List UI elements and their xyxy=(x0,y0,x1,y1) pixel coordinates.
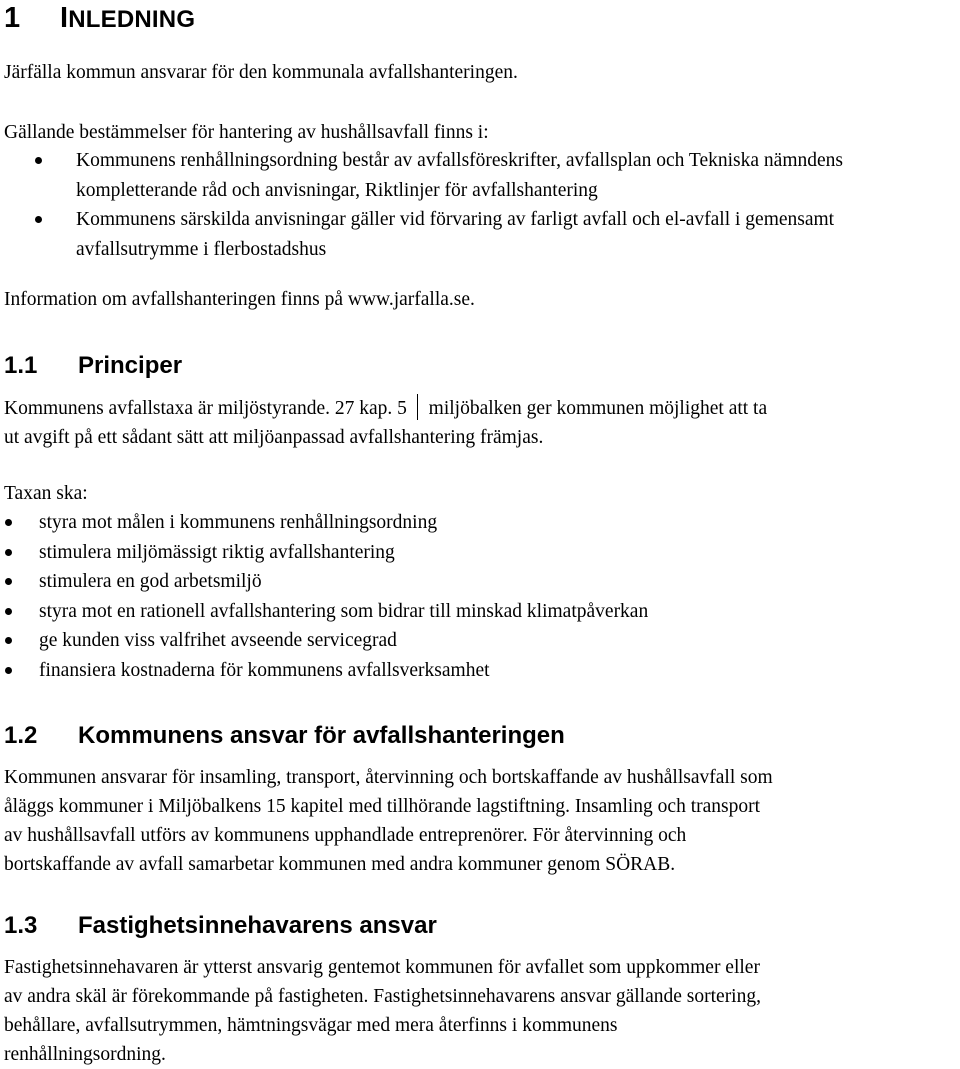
section-number: 1.2 xyxy=(4,722,38,749)
principles-paragraph: Kommunens avfallstaxa är miljöstyrande. 27 kap. 5 miljöbalken ger kommunen möjlighet att ta ut avgift på ett sådant sätt att miljöanpassad avfallshantering främjas. xyxy=(4,394,956,452)
section-heading-principer xyxy=(4,352,182,380)
responsibility-paragraph: Kommunen ansvarar för insamling, transport, återvinning och bortskaffande av hushållsavfall som åläggs kommuner i Miljöbalkens 15 kapitel med tillhörande lagstiftning. Insamling och transport av hushållsavfall utförs av kommunens upphandlade entreprenörer. För återvinning och bortskaffande av avfall samarbetar kommunen med andra kommuner genom SÖRAB. xyxy=(4,767,773,875)
list-item: Kommunens särskilda anvisningar gäller vid förvaring av farligt avfall och el-avfall i gemensamt avfallsutrymme i flerbostadshus xyxy=(4,205,956,264)
intro-paragraph: Järfälla kommun ansvarar för den kommunala avfallshanteringen. xyxy=(4,62,518,83)
bullet-icon xyxy=(5,519,12,526)
taxa-intro: Taxan ska: xyxy=(4,483,88,504)
list-item: styra mot målen i kommunens renhållningsordning xyxy=(4,508,956,538)
list-item: stimulera en god arbetsmiljö xyxy=(4,567,956,597)
section-heading-kommunens-ansvar xyxy=(4,722,565,750)
list-item: styra mot en rationell avfallshantering som bidrar till minskad klimatpåverkan xyxy=(4,597,956,627)
chapter-title-initial: I xyxy=(60,2,69,34)
owner-responsibility-paragraph: Fastighetsinnehavaren är ytterst ansvarig gentemot kommunen för avfallet som uppkommer eller av andra skäl är förekommande på fastigheten. Fastighetsinnehavarens ansvar gällande sortering, behållare, avfallsutrymmen, hämtningsvägar med mera återfinns i kommunens renhållningsordning. xyxy=(4,957,761,1065)
section-heading-fastighetsinnehavare xyxy=(4,912,437,940)
list-item: ge kunden viss valfrihet avseende servicegrad xyxy=(4,626,956,656)
chapter-number: 1 xyxy=(4,2,21,34)
bullet-icon xyxy=(35,216,42,223)
section-marker-line xyxy=(412,394,424,420)
info-paragraph: Information om avfallshanteringen finns på www.jarfalla.se. xyxy=(4,289,475,310)
list-item: finansiera kostnaderna för kommunens avfallsverksamhet xyxy=(4,656,956,686)
chapter-title-rest: NLEDNING xyxy=(68,6,196,33)
list-item: stimulera miljömässigt riktig avfallshantering xyxy=(4,538,956,568)
section-number: 1.3 xyxy=(4,912,38,939)
bullet-icon xyxy=(5,549,12,556)
bullet-icon xyxy=(5,608,12,615)
bullet-icon xyxy=(5,637,12,644)
chapter-heading xyxy=(4,2,195,35)
section-number: 1.1 xyxy=(4,352,38,379)
section-title: Fastighetsinnehavarens ansvar xyxy=(78,912,437,939)
regulations-list xyxy=(4,146,956,264)
bullet-icon xyxy=(5,667,12,674)
section-title: Principer xyxy=(78,352,183,379)
taxa-list xyxy=(4,508,956,685)
section-title: Kommunens ansvar för avfallshanteringen xyxy=(78,722,565,749)
list-item: Kommunens renhållningsordning består av avfallsföreskrifter, avfallsplan och Tekniska nämndens kompletterande råd och anvisningar, Riktlinjer för avfallshantering xyxy=(4,146,956,205)
regulations-intro: Gällande bestämmelser för hantering av hushållsavfall finns i: xyxy=(4,122,489,143)
bullet-icon xyxy=(5,578,12,585)
bullet-icon xyxy=(35,157,42,164)
